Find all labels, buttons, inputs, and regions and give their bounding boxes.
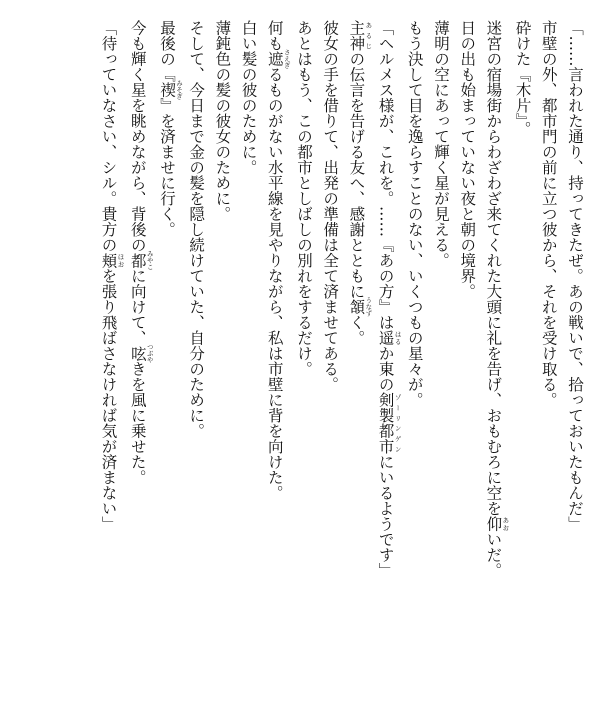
text-segment: を張り飛ばさなければ気が済まない」: [99, 268, 118, 532]
ruby-base: 遥: [376, 330, 395, 346]
ruby-word: [99, 252, 125, 269]
text-line: [262, 20, 291, 580]
text-segment: に向けて、: [128, 268, 147, 346]
ruby-word: [347, 297, 373, 317]
text-segment: 薄明の空にあって輝く星が見える。: [431, 20, 450, 268]
text-line: [183, 20, 209, 580]
ruby-reading: みやこ: [145, 250, 154, 270]
text-segment: か東の: [376, 345, 395, 392]
text-segment: 』を済ませに行く。: [157, 97, 176, 237]
ruby-word: [265, 49, 291, 69]
ruby-reading: ほお: [116, 252, 125, 268]
text-line: [291, 20, 317, 580]
ruby-base: 主神: [347, 20, 366, 51]
ruby-base: 都: [128, 250, 147, 270]
text-segment: 何も: [265, 20, 284, 51]
text-segment: いだ。: [484, 531, 503, 578]
text-line: [509, 20, 535, 580]
text-segment: もう決して目を逸らすことのない、いくつもの星々が。: [405, 20, 424, 408]
text-segment: 白い髪の彼のために。: [239, 20, 258, 175]
ruby-word: [128, 343, 154, 363]
ruby-base: 遮: [265, 49, 284, 69]
text-line: [154, 20, 183, 580]
text-segment: 「ヘルメス様が、これを。……『あの方』は: [376, 20, 395, 330]
text-line: [317, 20, 343, 580]
text-segment: きを風に乗せた。: [128, 361, 147, 485]
ruby-word: [157, 80, 183, 100]
ruby-base: 仰: [484, 516, 503, 532]
ruby-word: [347, 20, 373, 51]
text-segment: あとはもう、この都市としばしの別れをするだけ。: [294, 20, 313, 377]
ruby-word: [376, 330, 402, 346]
ruby-word: [484, 516, 510, 532]
text-segment: 「……言われた通り、持ってきたぜ。あの戦いで、拾っておいたもんだ」: [566, 20, 584, 532]
text-line: [454, 20, 480, 580]
ruby-base: 頬: [99, 252, 118, 268]
text-line: [95, 20, 124, 580]
text-line: [372, 20, 401, 580]
text-segment: 彼女の手を借りて、出発の準備は全て済ませてある。: [321, 20, 340, 392]
ruby-base: 禊: [157, 80, 176, 100]
ruby-base: 頷: [347, 297, 366, 317]
text-line: [209, 20, 235, 580]
text-segment: 市壁の外、都市門の前に立つ彼から、それを受け取る。: [539, 20, 558, 408]
text-segment: にいるようです」: [376, 454, 395, 578]
text-segment: 最後の『: [157, 20, 176, 82]
text-segment: 「待っていなさい、シル。貴方の: [99, 20, 118, 253]
vertical-text-body: [95, 20, 588, 580]
text-segment: 今も輝く星を眺めながら、背後の: [128, 20, 147, 253]
ruby-word: [128, 250, 154, 270]
text-segment: 迷宮の宿場街からわざわざ来てくれた大頭に礼を告げ、おもむろに空を: [484, 20, 503, 516]
text-segment: そして、今日まで金の髪を隠し続けていた、自分のために。: [187, 20, 206, 439]
text-line: [235, 20, 261, 580]
text-segment: く。: [347, 314, 366, 346]
text-line: [428, 20, 454, 580]
ruby-base: 剣製都市: [376, 392, 395, 454]
text-line: [562, 20, 588, 580]
text-segment: 砕けた『木片』。: [513, 20, 532, 137]
text-segment: るものがない水平線を見やりながら、私は市壁に背を向けた。: [265, 66, 284, 501]
ruby-word: [376, 392, 402, 454]
ruby-reading: ゾーリンゲン: [393, 392, 402, 454]
ruby-reading: はる: [393, 330, 402, 346]
ruby-reading: さえぎ: [282, 49, 291, 69]
ruby-reading: あお: [501, 516, 510, 532]
text-line: [402, 20, 428, 580]
text-line: [480, 20, 509, 580]
ruby-reading: つぶや: [145, 343, 154, 363]
text-line: [343, 20, 372, 580]
text-line: [125, 20, 154, 580]
ruby-reading: あるじ: [364, 20, 373, 51]
ruby-base: 呟: [128, 343, 147, 363]
text-line: [536, 20, 562, 580]
text-segment: 薄鈍色の髪の彼女のために。: [213, 20, 232, 222]
text-segment: の伝言を告げる友へ、感謝とともに: [347, 51, 366, 299]
text-segment: 日の出も始まっていない夜と朝の境界。: [458, 20, 477, 299]
ruby-reading: みそぎ: [174, 80, 183, 100]
ruby-reading: うなず: [364, 297, 373, 317]
